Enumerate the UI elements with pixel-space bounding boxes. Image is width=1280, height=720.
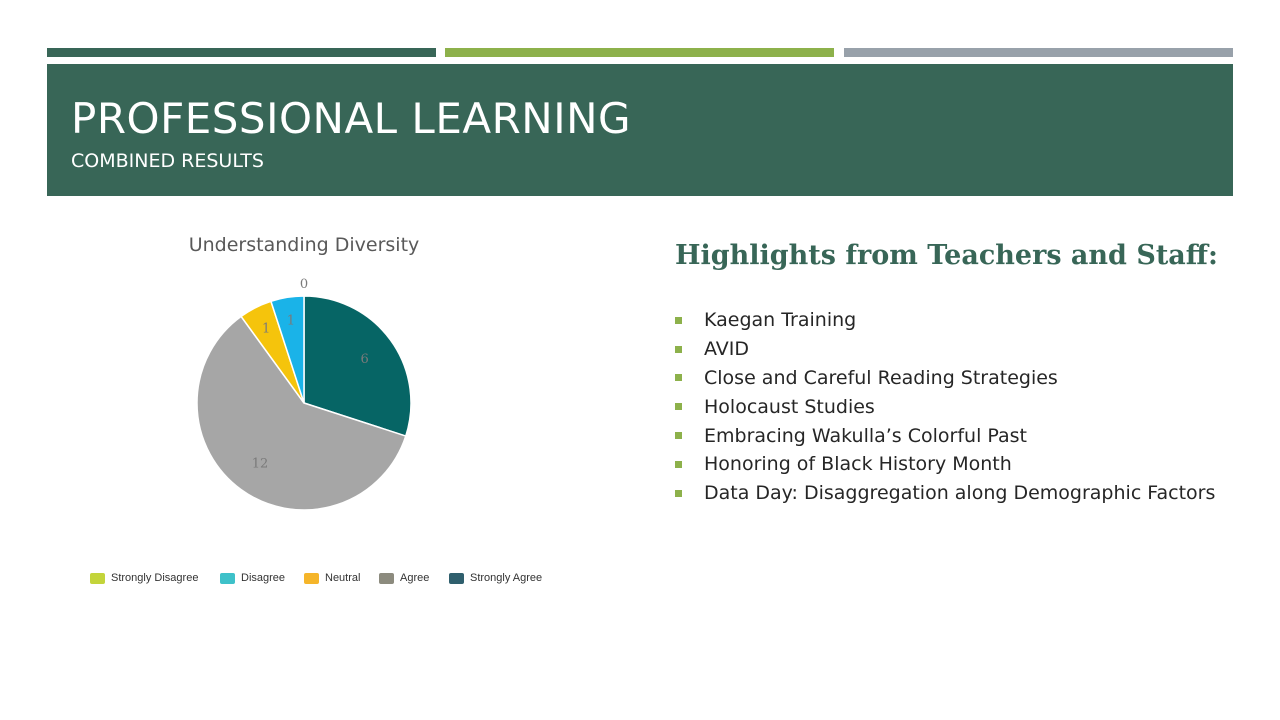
data-label-agree: 12 (251, 456, 269, 472)
accent-bar-dark-green (47, 48, 436, 57)
legend-label: Strongly Disagree (111, 572, 199, 584)
bullet-square-icon (675, 490, 682, 497)
title-band (47, 64, 1233, 196)
highlights-heading: Highlights from Teachers and Staff: (675, 240, 1218, 271)
accent-bar-gray (844, 48, 1233, 57)
legend-item-strongly-agree (449, 572, 542, 584)
list-item-text: Kaegan Training (704, 309, 857, 332)
legend-swatch (304, 573, 319, 584)
chart-legend (90, 572, 590, 590)
bullet-square-icon (675, 432, 682, 439)
legend-item-strongly-disagree (90, 572, 198, 584)
bullet-square-icon (675, 346, 682, 353)
data-label-disagree: 1 (286, 313, 296, 329)
legend-item-agree (379, 572, 429, 584)
bullet-square-icon (675, 374, 682, 381)
list-item-text: Honoring of Black History Month (704, 453, 1012, 476)
bullet-square-icon (675, 317, 682, 324)
pie-chart (180, 270, 430, 520)
list-item (675, 335, 1215, 364)
data-label-strongly-disagree: 0 (299, 277, 309, 292)
list-item (675, 479, 1215, 508)
data-label-neutral: 1 (261, 321, 271, 337)
bullet-square-icon (675, 403, 682, 410)
list-item-text: AVID (704, 338, 750, 361)
slide-title: PROFESSIONAL LEARNING (71, 94, 632, 143)
legend-label: Strongly Agree (470, 572, 543, 584)
legend-swatch (379, 573, 394, 584)
slide-subtitle: COMBINED RESULTS (71, 150, 264, 172)
legend-item-disagree (220, 572, 285, 584)
list-item-text: Embracing Wakulla’s Colorful Past (704, 424, 1027, 447)
legend-swatch (449, 573, 464, 584)
list-item (675, 450, 1215, 479)
list-item-text: Data Day: Disaggregation along Demographic Factors (704, 482, 1216, 505)
bullet-square-icon (675, 461, 682, 468)
list-item (675, 306, 1215, 335)
legend-label: Neutral (325, 572, 361, 584)
accent-bar-light-green (445, 48, 834, 57)
highlights-list (675, 306, 1215, 508)
chart-title: Understanding Diversity (188, 234, 420, 256)
list-item (675, 421, 1215, 450)
list-item-text: Close and Careful Reading Strategies (704, 366, 1058, 389)
list-item-text: Holocaust Studies (704, 395, 875, 418)
legend-item-neutral (304, 572, 360, 584)
legend-label: Disagree (241, 572, 286, 584)
legend-label: Agree (400, 572, 430, 584)
legend-swatch (90, 573, 105, 584)
data-label-strongly-agree: 6 (360, 352, 369, 367)
list-item (675, 364, 1215, 393)
legend-swatch (220, 573, 235, 584)
list-item (675, 392, 1215, 421)
